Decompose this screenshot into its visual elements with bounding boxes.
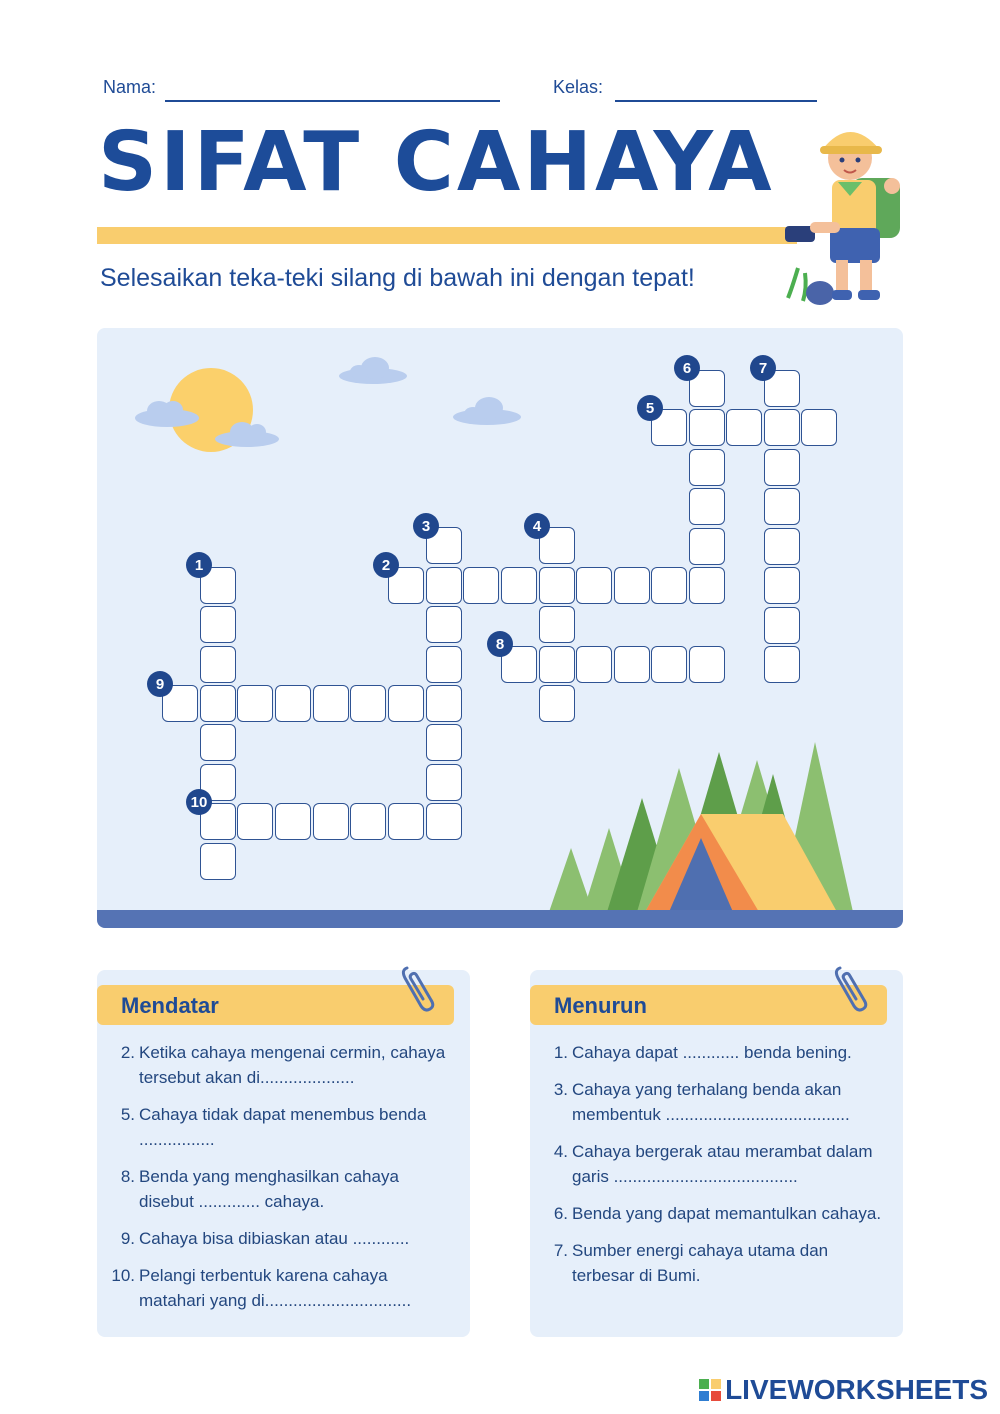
grid-cell[interactable] — [426, 803, 462, 840]
clues-down-list — [530, 1040, 903, 1300]
clues-across-list — [97, 1040, 470, 1325]
list-item: 4. Cahaya bergerak atau merambat dalam garis ....................................... — [553, 1142, 873, 1186]
paperclip-icon — [830, 962, 870, 1014]
clue-number-6: 6 — [674, 355, 700, 381]
grid-cell[interactable] — [426, 685, 462, 722]
clues-across-card — [97, 970, 470, 1337]
clue-number-2: 2 — [373, 552, 399, 578]
grid-cell[interactable] — [275, 803, 311, 840]
grid-cell[interactable] — [237, 685, 273, 722]
clues-down-card — [530, 970, 903, 1337]
grid-cell[interactable] — [200, 685, 236, 722]
grid-cell[interactable] — [614, 567, 650, 604]
page-title: SIFAT CAHAYA — [98, 115, 775, 210]
list-item: 2. Ketika cahaya mengenai cermin, cahaya tersebut akan di.................... — [120, 1043, 446, 1087]
grid-cell[interactable] — [313, 685, 349, 722]
clue-number-3: 3 — [413, 513, 439, 539]
clue-number-9: 9 — [147, 671, 173, 697]
grid-cell[interactable] — [689, 567, 725, 604]
grid-cell[interactable] — [350, 803, 386, 840]
grid-cell[interactable] — [200, 646, 236, 683]
grid-cell[interactable] — [764, 567, 800, 604]
list-item: 1. Cahaya dapat ............ benda bening. — [553, 1043, 852, 1062]
grid-cell[interactable] — [764, 409, 800, 446]
brand-text: LIVEWORKSHEETS — [725, 1374, 988, 1405]
grid-cell[interactable] — [388, 803, 424, 840]
clues-across-heading: Mendatar — [121, 993, 219, 1018]
clue-number-4: 4 — [524, 513, 550, 539]
clues-down-heading: Menurun — [554, 993, 647, 1018]
grid-cell[interactable] — [200, 606, 236, 643]
grid-cell[interactable] — [689, 488, 725, 525]
grid-cell[interactable] — [764, 646, 800, 683]
list-item: 9. Cahaya bisa dibiaskan atau ............ — [120, 1229, 410, 1248]
list-item: 3. Cahaya yang terhalang benda akan membentuk ....................................... — [553, 1080, 850, 1124]
grid-cell[interactable] — [313, 803, 349, 840]
grid-cell[interactable] — [539, 567, 575, 604]
grid-cell[interactable] — [426, 764, 462, 801]
grid-cell[interactable] — [576, 646, 612, 683]
grid-cell[interactable] — [426, 567, 462, 604]
grid-cell[interactable] — [539, 685, 575, 722]
class-label: Kelas: — [553, 77, 604, 97]
liveworksheets-logo-icon — [699, 1379, 721, 1401]
grid-cell[interactable] — [726, 409, 762, 446]
grid-cell[interactable] — [200, 724, 236, 761]
grid-cell[interactable] — [764, 449, 800, 486]
grid-cell[interactable] — [275, 685, 311, 722]
grid-cell[interactable] — [350, 685, 386, 722]
grid-cell[interactable] — [689, 646, 725, 683]
instruction-text: Selesaikan teka-teki silang di bawah ini dengan tepat! — [100, 264, 695, 292]
grid-cell[interactable] — [426, 724, 462, 761]
grid-cell[interactable] — [501, 567, 537, 604]
grid-cell[interactable] — [539, 606, 575, 643]
grid-cell[interactable] — [764, 607, 800, 644]
paperclip-icon — [397, 962, 437, 1014]
clue-number-1: 1 — [186, 552, 212, 578]
list-item: 8. Benda yang menghasilkan cahaya disebut ............. cahaya. — [120, 1167, 399, 1211]
grid-cell[interactable] — [689, 528, 725, 565]
list-item: 10. Pelangi terbentuk karena cahaya matahari yang di............................... — [111, 1266, 412, 1310]
grid-cell[interactable] — [237, 803, 273, 840]
grid-cell[interactable] — [801, 409, 837, 446]
grid-cell[interactable] — [388, 685, 424, 722]
clue-number-7: 7 — [750, 355, 776, 381]
list-item: 5. Cahaya tidak dapat menembus benda ................ — [120, 1105, 427, 1149]
clue-number-5: 5 — [637, 395, 663, 421]
clue-number-8: 8 — [487, 631, 513, 657]
grid-cell[interactable] — [539, 646, 575, 683]
clue-number-10: 10 — [186, 789, 212, 815]
grid-cell[interactable] — [651, 567, 687, 604]
liveworksheets-brand[interactable] — [699, 1374, 988, 1406]
list-item: 7. Sumber energi cahaya utama dan terbesar di Bumi. — [553, 1241, 829, 1285]
grid-cell[interactable] — [200, 843, 236, 880]
grid-cell[interactable] — [689, 449, 725, 486]
list-item: 6. Benda yang dapat memantulkan cahaya. — [553, 1204, 882, 1223]
grid-cell[interactable] — [614, 646, 650, 683]
grid-cell[interactable] — [426, 646, 462, 683]
grid-cell[interactable] — [463, 567, 499, 604]
grid-cell[interactable] — [651, 646, 687, 683]
name-label: Nama: — [103, 77, 157, 97]
grid-cell[interactable] — [426, 606, 462, 643]
grid-cell[interactable] — [689, 409, 725, 446]
grid-cell[interactable] — [764, 528, 800, 565]
grid-cell[interactable] — [764, 488, 800, 525]
grid-cell[interactable] — [576, 567, 612, 604]
